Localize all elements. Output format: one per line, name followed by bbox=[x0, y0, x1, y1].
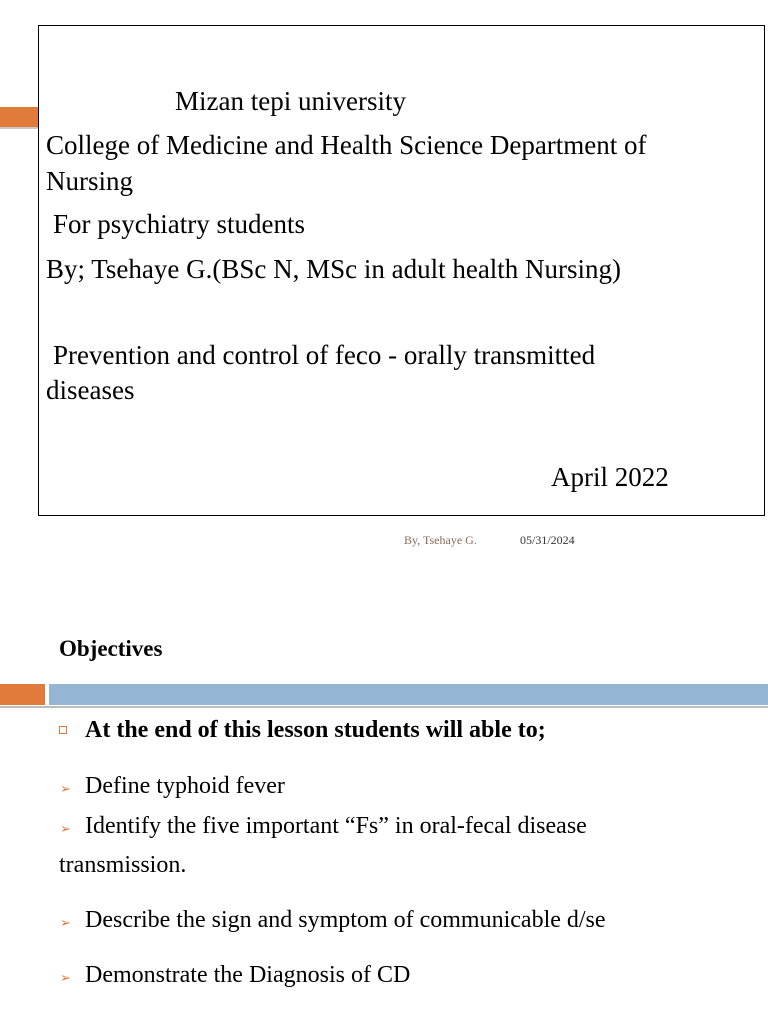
arrow-bullet-icon: ➢ bbox=[60, 781, 71, 796]
list-item: Define typhoid fever bbox=[85, 773, 285, 799]
objectives-title: Objectives bbox=[59, 636, 163, 661]
college-line-1: College of Medicine and Health Science Department of bbox=[46, 130, 647, 160]
topic-line-2: diseases bbox=[46, 375, 135, 405]
footer-date: 05/31/2024 bbox=[520, 533, 575, 547]
arrow-bullet-icon: ➢ bbox=[60, 970, 71, 985]
list-item: Identify the five important “Fs” in oral-fecal disease bbox=[85, 813, 587, 839]
accent-bar bbox=[0, 107, 40, 127]
accent-band-orange bbox=[0, 684, 45, 705]
footer-author: By, Tsehaye G. bbox=[404, 533, 477, 547]
arrow-bullet-icon: ➢ bbox=[60, 915, 71, 930]
title-box bbox=[38, 25, 765, 516]
audience-line: For psychiatry students bbox=[53, 209, 305, 239]
university-name: Mizan tepi university bbox=[175, 86, 406, 116]
objectives-intro: At the end of this lesson students will able to; bbox=[85, 717, 546, 743]
list-item-continuation: transmission. bbox=[59, 852, 187, 878]
list-item: Demonstrate the Diagnosis of CD bbox=[85, 962, 411, 988]
date-line: April 2022 bbox=[551, 462, 669, 492]
accent-band-line bbox=[0, 706, 768, 708]
accent-line bbox=[0, 127, 40, 129]
college-line-2: Nursing bbox=[46, 166, 133, 196]
square-bullet-icon bbox=[59, 726, 67, 734]
list-item: Describe the sign and symptom of communicable d/se bbox=[85, 907, 606, 933]
topic-line-1: Prevention and control of feco - orally transmitted bbox=[53, 340, 596, 370]
arrow-bullet-icon: ➢ bbox=[60, 821, 71, 836]
accent-band-blue bbox=[49, 684, 768, 705]
objectives-slide bbox=[0, 570, 768, 1024]
author-line: By; Tsehaye G.(BSc N, MSc in adult health Nursing) bbox=[46, 254, 622, 284]
